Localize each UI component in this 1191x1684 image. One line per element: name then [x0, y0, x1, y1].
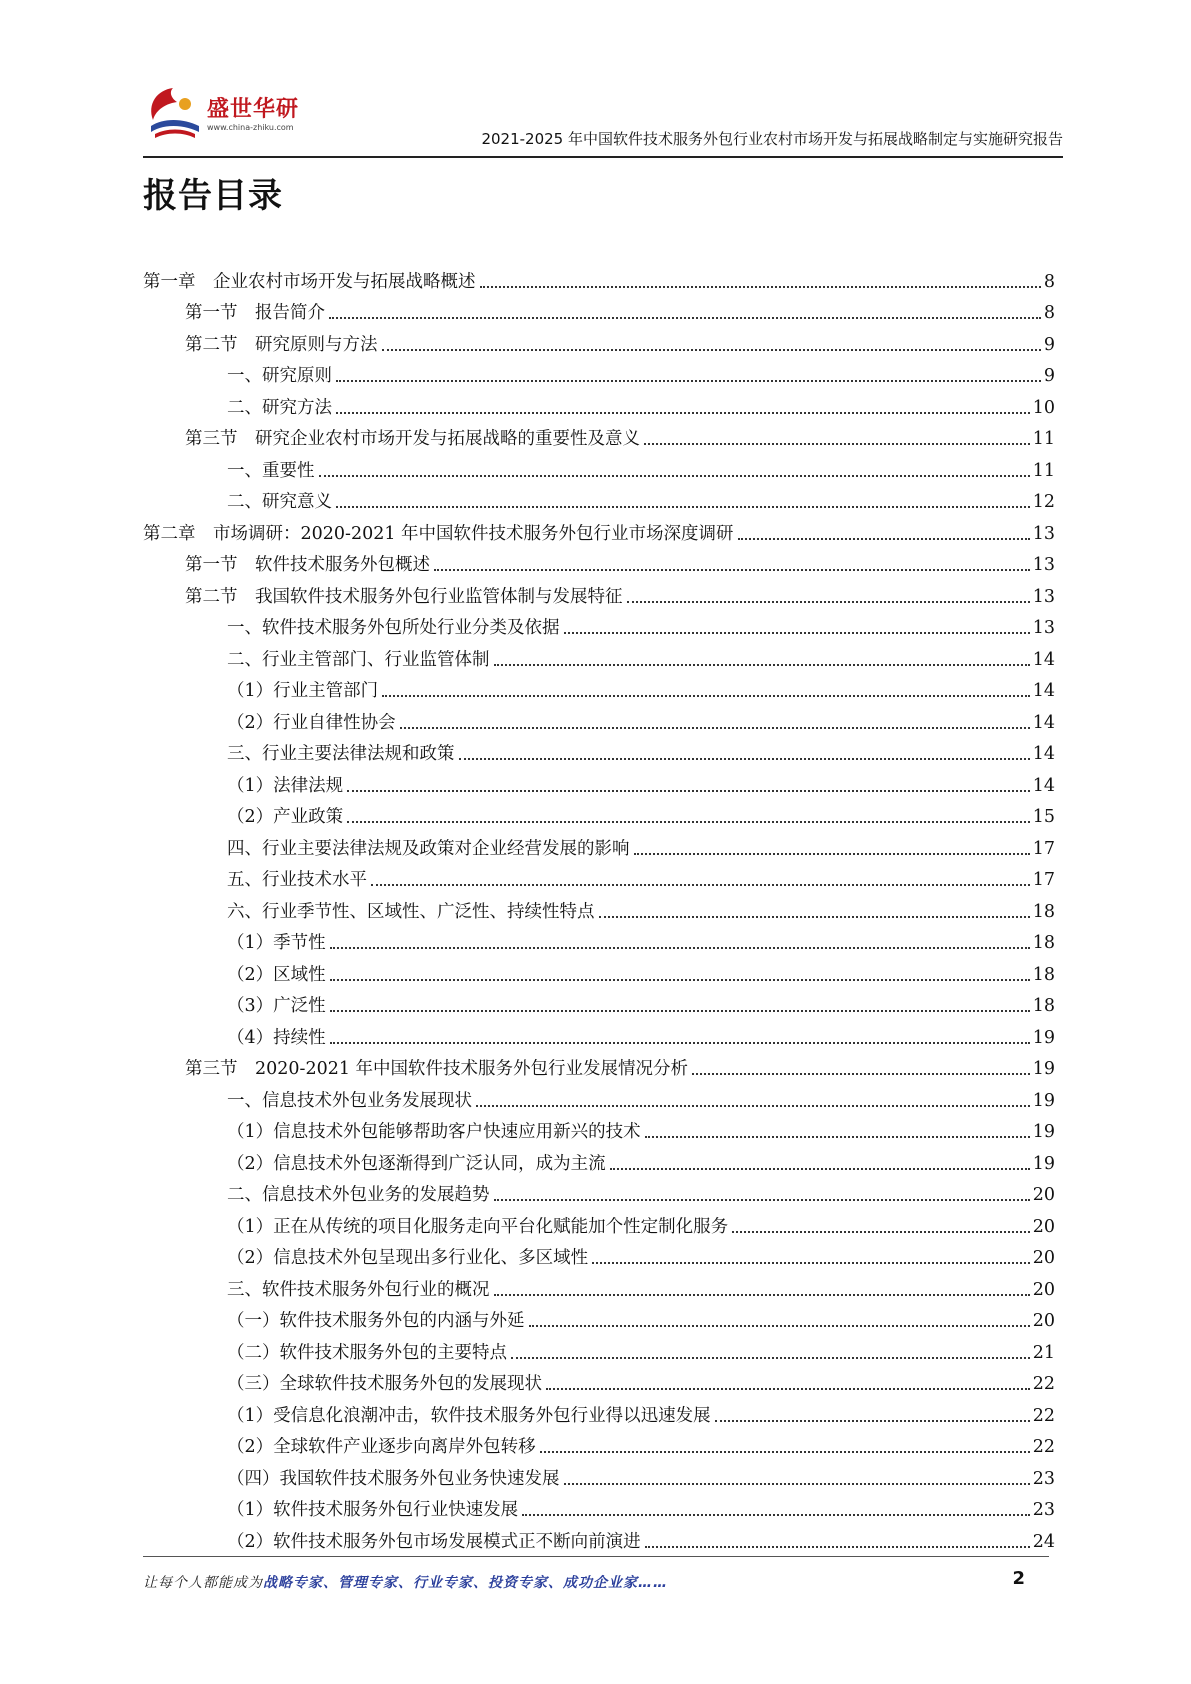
- toc-dot-leader: [347, 821, 1030, 823]
- toc-entry-page: 21: [1032, 1342, 1055, 1363]
- toc-dot-leader: [434, 569, 1030, 571]
- toc-entry-page: 8: [1043, 271, 1055, 292]
- toc-entry-label: 第一章 企业农村市场开发与拓展战略概述: [143, 271, 476, 292]
- toc-entry-label: （四）我国软件技术服务外包业务快速发展: [227, 1468, 560, 1489]
- toc-entry-page: 13: [1032, 586, 1055, 607]
- logo-name: 盛世华研: [207, 97, 300, 122]
- toc-dot-leader: [610, 1168, 1030, 1170]
- toc-entry[interactable]: [143, 262, 1055, 294]
- toc-entry[interactable]: [143, 1333, 1055, 1365]
- toc-entry-page: 14: [1032, 775, 1055, 796]
- toc-entry-label: （1）受信息化浪潮冲击，软件技术服务外包行业得以迅速发展: [227, 1405, 711, 1426]
- toc-entry[interactable]: [143, 1428, 1055, 1460]
- toc-entry-page: 8: [1043, 303, 1055, 323]
- toc-entry-page: 19: [1032, 1090, 1055, 1111]
- toc-entry-label: （1）软件技术服务外包行业快速发展: [227, 1500, 519, 1520]
- toc-entry-label: 第一节 报告简介: [185, 303, 325, 323]
- toc-entry-label: 二、研究意义: [227, 492, 332, 512]
- toc-entry-page: 22: [1032, 1374, 1055, 1394]
- toc-dot-leader: [330, 947, 1030, 949]
- toc-entry-label: （2）区域性: [227, 964, 326, 985]
- toc-entry-label: 二、行业主管部门、行业监管体制: [227, 649, 490, 670]
- toc-dot-leader: [634, 853, 1030, 855]
- toc-entry-page: 15: [1032, 807, 1055, 827]
- toc-dot-leader: [564, 1483, 1030, 1485]
- toc-entry-page: 20: [1032, 1185, 1055, 1205]
- toc-dot-leader: [319, 475, 1030, 477]
- toc-dot-leader: [494, 1294, 1030, 1296]
- toc-entry-page: 13: [1032, 523, 1055, 544]
- toc-dot-leader: [336, 380, 1041, 382]
- toc-entry[interactable]: [143, 798, 1055, 830]
- toc-entry-label: （2）软件技术服务外包市场发展模式正不断向前演进: [227, 1531, 641, 1552]
- toc-entry-label: （2）信息技术外包逐渐得到广泛认同，成为主流: [227, 1153, 606, 1174]
- footer-slogan-prefix: 让每个人都能成为: [143, 1575, 263, 1591]
- toc-dot-leader: [644, 443, 1030, 445]
- toc-entry[interactable]: [143, 1176, 1055, 1208]
- toc-entry[interactable]: [143, 766, 1055, 798]
- toc-entry[interactable]: [143, 1396, 1055, 1428]
- header-divider: [143, 156, 1063, 158]
- toc-entry-page: 20: [1032, 1216, 1055, 1237]
- toc-entry[interactable]: [143, 1491, 1055, 1523]
- toc-entry[interactable]: [143, 1144, 1055, 1176]
- logo-emblem-icon: [143, 82, 205, 144]
- toc-entry-page: 19: [1032, 1122, 1055, 1142]
- toc-entry[interactable]: [143, 325, 1055, 357]
- toc-dot-leader: [480, 286, 1041, 288]
- toc-entry[interactable]: [143, 703, 1055, 735]
- toc-entry[interactable]: [143, 1081, 1055, 1113]
- toc-dot-leader: [330, 979, 1030, 981]
- toc-entry-page: 17: [1032, 870, 1055, 890]
- toc-entry[interactable]: [143, 1365, 1055, 1397]
- report-title: 2021-2025 年中国软件技术服务外包行业农村市场开发与拓展战略制定与实施研究报告: [481, 130, 1063, 148]
- toc-entry[interactable]: [143, 640, 1055, 672]
- toc-entry[interactable]: [143, 546, 1055, 578]
- toc-entry-page: 19: [1032, 1059, 1055, 1079]
- toc-dot-leader: [400, 727, 1030, 729]
- toc-entry[interactable]: [143, 577, 1055, 609]
- toc-dot-leader: [529, 1325, 1030, 1327]
- toc-entry-label: 第二节 我国软件技术服务外包行业监管体制与发展特征: [185, 586, 623, 607]
- toc-entry-page: 14: [1032, 649, 1055, 670]
- toc-entry-label: （1）信息技术外包能够帮助客户快速应用新兴的技术: [227, 1122, 641, 1142]
- toc-entry-page: 18: [1032, 901, 1055, 922]
- toc-entry-page: 18: [1032, 996, 1055, 1016]
- toc-dot-leader: [494, 664, 1030, 666]
- toc-dot-leader: [599, 916, 1030, 918]
- footer-slogan-highlight: 战略专家、管理专家、行业专家、投资专家、成功企业家……: [263, 1575, 668, 1591]
- toc-entry[interactable]: [143, 609, 1055, 641]
- toc-entry-page: 14: [1032, 681, 1055, 701]
- toc-entry[interactable]: [143, 955, 1055, 987]
- toc-entry-page: 12: [1032, 492, 1055, 512]
- toc-entry-label: 四、行业主要法律法规及政策对企业经营发展的影响: [227, 838, 630, 859]
- toc-entry-page: 13: [1032, 618, 1055, 638]
- toc-entry[interactable]: [143, 672, 1055, 704]
- toc-entry[interactable]: [143, 451, 1055, 483]
- toc-entry[interactable]: [143, 1018, 1055, 1050]
- toc-entry[interactable]: [143, 1270, 1055, 1302]
- toc-entry-label: 二、信息技术外包业务的发展趋势: [227, 1185, 490, 1205]
- page-heading: 报告目录: [143, 176, 283, 216]
- toc-entry-label: （2）行业自律性协会: [227, 712, 396, 733]
- toc-dot-leader: [627, 601, 1030, 603]
- toc-dot-leader: [382, 695, 1030, 697]
- toc-dot-leader: [336, 412, 1030, 414]
- page-footer: [143, 1568, 1049, 1598]
- toc-dot-leader: [511, 1357, 1030, 1359]
- toc-dot-leader: [330, 1010, 1030, 1012]
- toc-entry-page: 22: [1032, 1405, 1055, 1426]
- toc-entry-page: 14: [1032, 712, 1055, 733]
- toc-dot-leader: [592, 1262, 1030, 1264]
- toc-entry[interactable]: [143, 483, 1055, 515]
- toc-entry-label: （1）行业主管部门: [227, 681, 379, 701]
- toc-entry[interactable]: [143, 1050, 1055, 1082]
- toc-entry-label: 一、研究原则: [227, 366, 332, 386]
- toc-entry-page: 14: [1032, 744, 1055, 764]
- toc-entry-page: 23: [1032, 1500, 1055, 1520]
- toc-entry-label: 第二节 研究原则与方法: [185, 334, 378, 355]
- toc-entry[interactable]: [143, 987, 1055, 1019]
- toc-entry-page: 24: [1032, 1531, 1055, 1552]
- toc-dot-leader: [732, 1231, 1030, 1233]
- toc-entry-label: （1）正在从传统的项目化服务走向平台化赋能加个性定制化服务: [227, 1216, 729, 1237]
- toc-entry-label: （二）软件技术服务外包的主要特点: [227, 1342, 507, 1363]
- toc-dot-leader: [494, 1199, 1030, 1201]
- toc-entry-label: 三、软件技术服务外包行业的概况: [227, 1279, 490, 1300]
- toc-entry-page: 18: [1032, 933, 1055, 953]
- toc-entry-page: 9: [1043, 366, 1055, 386]
- toc-dot-leader: [738, 538, 1030, 540]
- toc-entry-label: （三）全球软件技术服务外包的发展现状: [227, 1374, 542, 1394]
- toc-entry[interactable]: [143, 1522, 1055, 1554]
- toc-entry-label: 三、行业主要法律法规和政策: [227, 744, 455, 764]
- toc-entry-label: （1）季节性: [227, 933, 326, 953]
- toc-entry[interactable]: [143, 294, 1055, 326]
- toc-entry-page: 18: [1032, 964, 1055, 985]
- toc-entry-page: 10: [1032, 397, 1055, 418]
- toc-entry-page: 20: [1032, 1248, 1055, 1268]
- toc-entry-label: 第二章 市场调研：2020-2021 年中国软件技术服务外包行业市场深度调研: [143, 523, 734, 544]
- toc-entry[interactable]: [143, 420, 1055, 452]
- toc-entry-label: 第一节 软件技术服务外包概述: [185, 555, 430, 575]
- toc-entry[interactable]: [143, 1459, 1055, 1491]
- toc-dot-leader: [382, 349, 1041, 351]
- toc-entry-label: 五、行业技术水平: [227, 870, 367, 890]
- toc-dot-leader: [546, 1388, 1030, 1390]
- toc-entry-page: 13: [1032, 555, 1055, 575]
- toc-entry[interactable]: [143, 1302, 1055, 1334]
- toc-entry-label: （2）全球软件产业逐步向离岸外包转移: [227, 1437, 536, 1457]
- toc-dot-leader: [459, 758, 1030, 760]
- toc-entry-label: 一、软件技术服务外包所处行业分类及依据: [227, 618, 560, 638]
- toc-dot-leader: [347, 790, 1030, 792]
- footer-divider: [143, 1556, 1049, 1557]
- toc-entry[interactable]: [143, 861, 1055, 893]
- table-of-contents: [143, 262, 1055, 1554]
- toc-dot-leader: [476, 1105, 1030, 1107]
- toc-entry-page: 11: [1032, 460, 1055, 481]
- page-header: [143, 78, 1063, 158]
- toc-entry-label: （2）信息技术外包呈现出多行业化、多区域性: [227, 1248, 589, 1268]
- toc-entry-page: 23: [1032, 1468, 1055, 1489]
- toc-entry-page: 20: [1032, 1279, 1055, 1300]
- footer-slogan: [143, 1572, 668, 1592]
- company-logo: [143, 78, 303, 148]
- toc-entry-label: 六、行业季节性、区域性、广泛性、持续性特点: [227, 901, 595, 922]
- toc-entry[interactable]: [143, 388, 1055, 420]
- toc-entry-page: 20: [1032, 1311, 1055, 1331]
- toc-entry-page: 17: [1032, 838, 1055, 859]
- toc-entry-label: （4）持续性: [227, 1027, 326, 1048]
- toc-entry-page: 22: [1032, 1437, 1055, 1457]
- toc-entry-page: 9: [1043, 334, 1055, 355]
- logo-url: www.china-zhiku.com: [207, 123, 294, 132]
- page-number: 2: [1012, 1568, 1025, 1589]
- toc-dot-leader: [715, 1420, 1030, 1422]
- toc-dot-leader: [692, 1073, 1030, 1075]
- toc-entry[interactable]: [143, 1207, 1055, 1239]
- toc-entry-page: 11: [1032, 429, 1055, 449]
- toc-entry[interactable]: [143, 1113, 1055, 1145]
- toc-entry-page: 19: [1032, 1153, 1055, 1174]
- toc-entry-label: 二、研究方法: [227, 397, 332, 418]
- toc-dot-leader: [540, 1451, 1030, 1453]
- toc-entry[interactable]: [143, 829, 1055, 861]
- toc-dot-leader: [645, 1546, 1030, 1548]
- toc-entry-label: 一、信息技术外包业务发展现状: [227, 1090, 472, 1111]
- toc-entry[interactable]: [143, 514, 1055, 546]
- toc-dot-leader: [329, 317, 1041, 319]
- toc-entry-label: （2）产业政策: [227, 807, 344, 827]
- toc-dot-leader: [522, 1514, 1030, 1516]
- toc-entry[interactable]: [143, 892, 1055, 924]
- toc-entry-label: （一）软件技术服务外包的内涵与外延: [227, 1311, 525, 1331]
- toc-entry[interactable]: [143, 1239, 1055, 1271]
- toc-dot-leader: [564, 632, 1030, 634]
- toc-entry[interactable]: [143, 735, 1055, 767]
- toc-entry[interactable]: [143, 924, 1055, 956]
- toc-entry-label: （1）法律法规: [227, 775, 344, 796]
- toc-entry-label: （3）广泛性: [227, 996, 326, 1016]
- toc-entry[interactable]: [143, 357, 1055, 389]
- toc-entry-page: 19: [1032, 1027, 1055, 1048]
- toc-entry-label: 第三节 研究企业农村市场开发与拓展战略的重要性及意义: [185, 429, 640, 449]
- toc-dot-leader: [371, 884, 1030, 886]
- toc-dot-leader: [645, 1136, 1030, 1138]
- toc-dot-leader: [330, 1042, 1030, 1044]
- toc-entry-label: 第三节 2020-2021 年中国软件技术服务外包行业发展情况分析: [185, 1059, 689, 1079]
- toc-entry-label: 一、重要性: [227, 460, 315, 481]
- toc-dot-leader: [336, 506, 1030, 508]
